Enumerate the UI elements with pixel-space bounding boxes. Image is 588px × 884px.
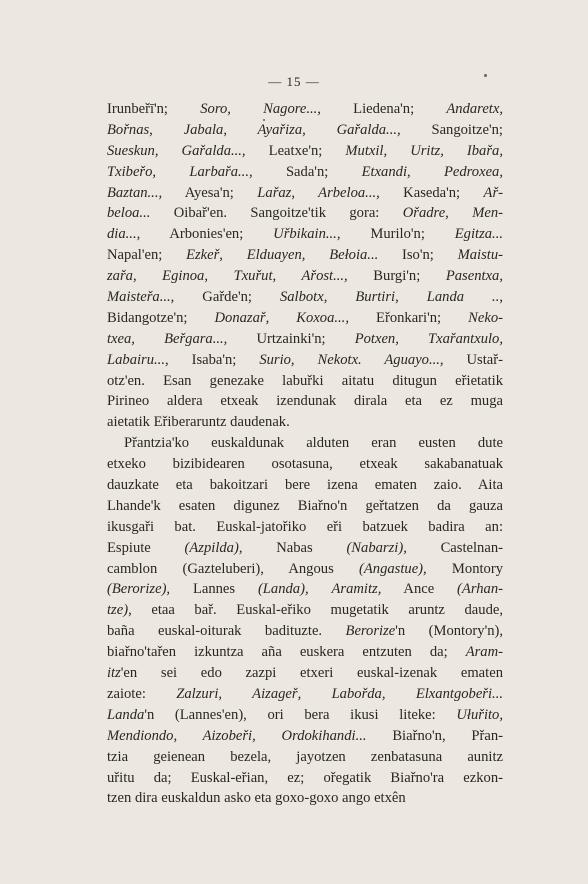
text-run: Arbonies'en; <box>140 226 274 243</box>
text-run: Ayesa'n; <box>162 184 258 201</box>
paragraph <box>107 99 503 433</box>
text-line <box>107 329 503 350</box>
text-line <box>107 621 503 642</box>
text-run: Bidangotze'n; <box>107 309 215 326</box>
text-line <box>107 788 503 809</box>
text-run: 'n (Lannes'en), ori bera ikusi liteke: <box>144 706 457 723</box>
text-line <box>107 454 503 475</box>
text-run: Burgi'n; <box>347 268 446 285</box>
text-line <box>107 663 503 684</box>
italic-place-names: (Nabarzi), <box>346 539 407 556</box>
text-line <box>107 391 503 412</box>
text-run: Iso'n; <box>378 247 458 264</box>
text-run: Urtzainki'n; <box>227 330 355 347</box>
italic-place-names: dia..., <box>107 226 141 243</box>
italic-place-names: Surio, Nekotx. Aguayo..., <box>259 351 444 368</box>
text-run: Liedena'n; <box>320 101 447 117</box>
text-run: Napal'en; <box>107 247 187 264</box>
ink-speck <box>484 74 487 77</box>
text-line <box>107 768 503 789</box>
text-line <box>107 579 503 600</box>
text-run: Murilo'n; <box>340 226 455 243</box>
italic-place-names: Pasentxa, <box>445 268 503 285</box>
text-run: Ance <box>381 581 458 598</box>
text-line <box>107 99 503 120</box>
text-run: Castelnan- <box>406 539 503 556</box>
text-run: Oibař'en. Sangoitze'tik gora: <box>150 205 403 222</box>
text-run: Lannes <box>170 581 258 598</box>
text-line <box>107 308 503 329</box>
text-run: Eřonkari'n; <box>348 309 469 326</box>
text-line <box>107 433 503 454</box>
text-line <box>107 726 503 747</box>
text-run <box>309 581 332 597</box>
italic-place-names: Ułuřito, <box>456 706 503 723</box>
text-line <box>107 141 503 162</box>
text-run: Sada'n; <box>252 163 362 180</box>
italic-place-names: zařa, Eginoa, Txuřut, Ařost..., <box>107 268 348 285</box>
text-line <box>107 538 503 559</box>
italic-place-names: Uřbikain..., <box>273 226 341 243</box>
text-run: Montory <box>426 560 503 577</box>
italic-place-names: beloa... <box>107 205 151 222</box>
text-line <box>107 224 503 245</box>
text-run: tzia geienean bezela, jayotzen zenbatasuna aunitz <box>107 748 503 765</box>
italic-place-names: Egitza... <box>454 226 503 243</box>
text-run: Espiute <box>107 539 185 556</box>
text-run: Ustař- <box>443 351 503 368</box>
italic-place-names: (Berorize), <box>107 581 171 598</box>
text-run: Pirineo aldera etxeak izendunak dirala eta ez muga <box>107 393 503 410</box>
text-line <box>107 183 503 204</box>
text-line <box>107 162 503 183</box>
text-run: biařno'tařen izkuntza aña euskera entzuten da; <box>107 644 466 661</box>
text-run: camblon (Gazteluberi), Angous <box>107 560 359 577</box>
text-run: Přantzia'ko euskaldunak alduten eran eusten dute <box>124 435 503 452</box>
text-run: 'n (Montory'n), <box>395 623 504 640</box>
text-run: Irunbeřī'n; <box>107 101 201 117</box>
italic-place-names: Aramitz, <box>331 581 382 598</box>
italic-place-names: Zalzuri, Aizageř, Labořda, Elxantgobeři... <box>176 685 503 702</box>
italic-place-names: Mutxil, Uritz, Ibařa, <box>345 142 503 159</box>
italic-place-names: Bořnas, Jabala, Ayařiza, Gařalda..., <box>107 121 401 138</box>
italic-place-names: Potxen, Txařantxulo, <box>354 330 503 347</box>
italic-place-names: Lařaz, Arbeloa..., <box>257 184 380 201</box>
text-run: Gařde'n; <box>174 289 280 306</box>
italic-place-names: Berorize <box>345 623 396 640</box>
text-run: tzen dira euskaldun asko eta goxo-goxo ango etxên <box>107 790 406 807</box>
italic-place-names: Andaretx, <box>446 101 503 117</box>
text-run: dauzkate eta bakoitzari bere izena ematen zaio. Aita <box>107 477 503 494</box>
italic-place-names: Txibeřo, Larbařa..., <box>107 163 253 180</box>
text-run: uřitu da; Euskal-eřian, ez; ořegatik Biařno'ra ezkon- <box>107 769 503 786</box>
text-run: zaiote: <box>107 685 177 702</box>
text-run: Nabas <box>242 539 347 556</box>
italic-place-names: (Arhan- <box>457 581 503 598</box>
ink-speck <box>263 119 265 121</box>
text-line <box>107 600 503 621</box>
text-run: Biařno'n, Přan- <box>366 727 504 744</box>
text-run: Lhande'k esaten digunez Biařno'n geřtatzen da gauza <box>107 497 503 514</box>
italic-place-names: Ořadre, Men- <box>402 205 503 222</box>
italic-place-names: Mendiondo, Aizobeři, Ordokihandi... <box>107 727 367 744</box>
text-run: etxeko bizibidearen osotasuna, etxeak sakabanatuak <box>107 456 503 473</box>
text-run: etaa bař. Euskal-eřiko mugetatik aruntz daude, <box>131 602 503 619</box>
italic-place-names: tze), <box>107 602 132 619</box>
text-line <box>107 705 503 726</box>
italic-place-names: Ař- <box>483 184 503 201</box>
italic-place-names: Sueskun, Gařalda..., <box>107 142 246 159</box>
italic-place-names: Donazař, Koxoa..., <box>214 309 349 326</box>
italic-place-names: Maistu- <box>457 247 503 264</box>
italic-place-names: itz <box>107 665 121 682</box>
text-line <box>107 517 503 538</box>
text-run: ikusgaři bat. Euskal-jatořiko eři batzuek badira an: <box>107 518 503 535</box>
text-line <box>107 266 503 287</box>
text-line <box>107 203 503 224</box>
italic-place-names: Soro, Nagore..., <box>200 101 321 117</box>
text-line <box>107 496 503 517</box>
text-line <box>107 475 503 496</box>
paragraph <box>107 433 503 809</box>
text-line <box>107 642 503 663</box>
text-run: otz'en. Esan genezake labuřki aitatu ditugun eřietatik <box>107 372 503 389</box>
italic-place-names: Labairu..., <box>107 351 169 368</box>
italic-place-names: Ezkeř, Elduayen, Bełoia... <box>186 247 379 264</box>
page-number: — 15 — <box>268 74 320 89</box>
italic-place-names: (Angastue), <box>359 560 427 577</box>
text-line <box>107 120 503 141</box>
text-run: Sangoitze'n; <box>400 121 503 138</box>
text-line <box>107 747 503 768</box>
italic-place-names: Landa <box>107 706 145 723</box>
italic-place-names: txea, Beřgara..., <box>107 330 228 347</box>
italic-place-names: Salbotx, Burtiri, Landa .., <box>279 289 503 306</box>
text-line <box>107 287 503 308</box>
body-text <box>107 99 503 809</box>
text-line <box>107 412 503 433</box>
italic-place-names: Etxandi, Pedroxea, <box>361 163 503 180</box>
text-run: Leatxe'n; <box>245 142 346 159</box>
text-line <box>107 684 503 705</box>
text-line <box>107 559 503 580</box>
text-run: 'en sei edo zazpi etxeri euskal-izenak ematen <box>120 665 503 682</box>
italic-place-names: Baztan..., <box>107 184 163 201</box>
italic-place-names: (Landa), <box>257 581 309 598</box>
text-line <box>107 350 503 371</box>
text-line <box>107 245 503 266</box>
italic-place-names: Aram- <box>465 644 503 661</box>
italic-place-names: Neko- <box>468 309 503 326</box>
text-run: Kaseda'n; <box>379 184 484 201</box>
text-run: baña euskal-oiturak badituzte. <box>107 623 346 640</box>
text-run: Isaba'n; <box>168 351 260 368</box>
text-line <box>107 371 503 392</box>
italic-place-names: Maisteřa..., <box>107 289 175 306</box>
text-run: aietatik Eřiberaruntz daudenak. <box>107 414 290 431</box>
italic-place-names: (Azpilda), <box>184 539 243 556</box>
